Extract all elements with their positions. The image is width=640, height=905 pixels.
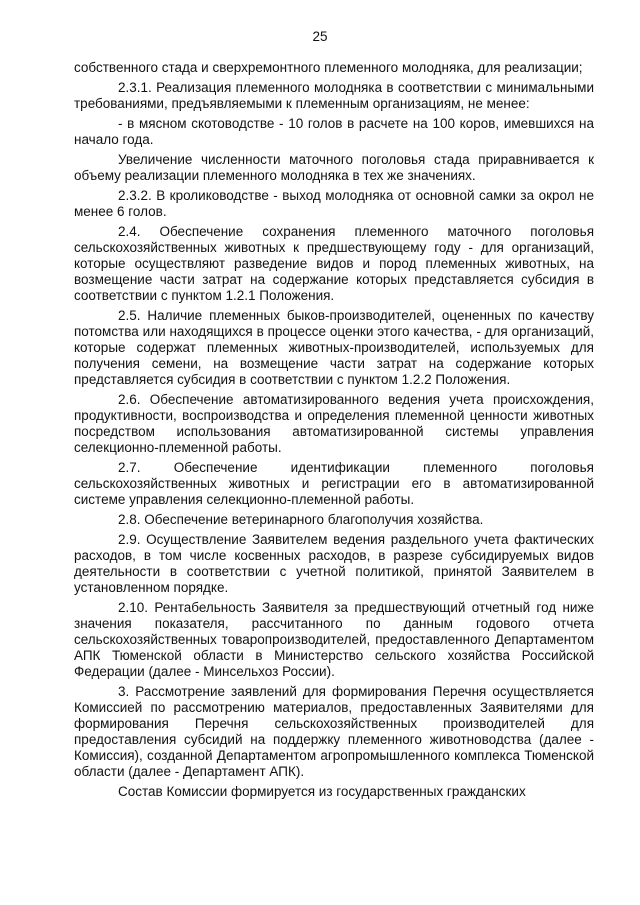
paragraph-2-3-2: 2.3.2. В кролиководстве - выход молодняка от основной самки за окрол не менее 6 голов. [74, 188, 594, 219]
paragraph-3: 3. Рассмотрение заявлений для формирования Перечня осуществляется Комиссией по рассмотрению материалов, предоставленных Заявителями для формирования Перечня сельскохозяйственных производителей для предоставления субсидий на поддержку племенного животноводства (далее - Комиссия), созданной Департаментом агропромышленного комплекса Тюменской области (далее - Департамент АПК). [74, 684, 594, 779]
paragraph-2-10: 2.10. Рентабельность Заявителя за предшествующий отчетный год ниже значения показателя, рассчитанного по данным годового отчета сельскохозяйственных товаропроизводителей, предоставленного Департаментом АПК Тюменской области в Министерство сельского хозяйства Российской Федерации (далее - Минсельхоз России). [74, 600, 594, 679]
paragraph-2-7: 2.7. Обеспечение идентификации племенного поголовья сельскохозяйственных животных и регистрации его в автоматизированной системе управления селекционно-племенной работы. [74, 460, 594, 507]
paragraph-2-9: 2.9. Осуществление Заявителем ведения раздельного учета фактических расходов, в том числе косвенных расходов, в разрезе субсидируемых видов деятельности в соответствии с учетной политикой, принятой Заявителем в установленном порядке. [74, 532, 594, 595]
page-number: 25 [312, 29, 328, 44]
paragraph-2-3-1: 2.3.1. Реализация племенного молодняка в соответствии с минимальными требованиями, предъявляемыми к племенным организациям, не менее: [74, 80, 594, 111]
paragraph-commission-composition: Состав Комиссии формируется из государственных гражданских [118, 784, 526, 799]
document-body [74, 60, 594, 804]
paragraph-beef-cattle: - в мясном скотоводстве - 10 голов в расчете на 100 коров, имевшихся на начало года. [74, 116, 594, 147]
paragraph-2-6: 2.6. Обеспечение автоматизированного ведения учета происхождения, продуктивности, воспроизводства и определения племенной ценности животных посредством использования автоматизированной системы управления селекционно-племенной работы. [74, 392, 594, 455]
paragraph-2-4: 2.4. Обеспечение сохранения племенного маточного поголовья сельскохозяйственных животных к предшествующему году - для организаций, которые осуществляют разведение видов и пород племенных животных, на возмещение части затрат на содержание которых представляется субсидия в соответствии с пунктом 1.2.1 Положения. [74, 224, 594, 303]
paragraph-continuation: собственного стада и сверхремонтного племенного молодняка, для реализации; [74, 60, 583, 75]
paragraph-2-5: 2.5. Наличие племенных быков-производителей, оцененных по качеству потомства или находящихся в процессе оценки этого качества, - для организаций, которые содержат племенных животных-производителей, используемых для получения семени, на возмещение части затрат на содержание которых представляется субсидия в соответствии с пунктом 1.2.2 Положения. [74, 308, 594, 387]
paragraph-2-8: 2.8. Обеспечение ветеринарного благополучия хозяйства. [118, 512, 484, 527]
paragraph-herd-increase: Увеличение численности маточного поголовья стада приравнивается к объему реализации племенного молодняка в тех же значениях. [74, 152, 594, 183]
